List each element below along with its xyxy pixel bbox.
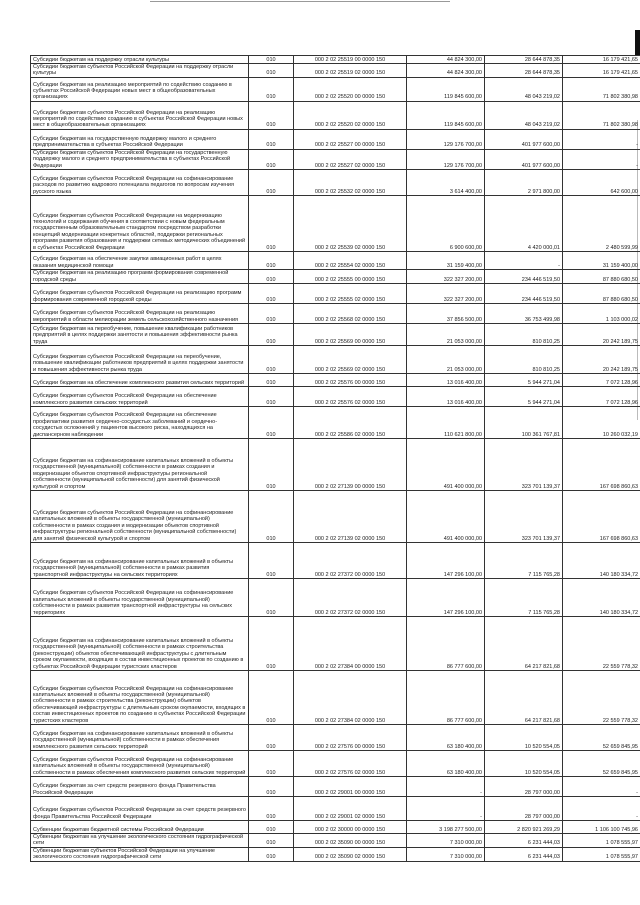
row-executed-cell: -	[485, 252, 563, 270]
row-executed-cell: 28 797 000,00	[485, 777, 563, 797]
row-name-cell: Субсидии бюджетам на переобучение, повышение квалификации работников предприятий в целях поддержки занятости и повышения эффективности рынка труда	[31, 324, 249, 346]
row-name-cell: Субсидии бюджетам на софинансирование капитальных вложений в объекты государственной (муниципальной) собственности в рамках строительства (реконструкции) объектов обеспечивающей инфраструктуры с длительным сроком окупаемости, входящих в состав инвестиционных проектов по созданию в субъектах Российской Федерации туристских кластеров	[31, 617, 249, 671]
row-unexecuted-cell: 71 802 380,98	[563, 77, 640, 101]
row-executed-cell: 4 420 000,01	[485, 196, 563, 252]
row-line-code-cell: 010	[249, 149, 294, 169]
row-unexecuted-cell: -	[563, 777, 640, 797]
row-approved-cell: 21 053 000,00	[407, 346, 485, 374]
row-executed-cell: 7 115 765,28	[485, 579, 563, 617]
budget-execution-table	[30, 55, 640, 862]
row-executed-cell: 7 115 765,28	[485, 543, 563, 579]
row-name-cell: Субсидии бюджетам субъектов Российской Федерации на переобучение, повышение квалификации работников предприятий в целях поддержки занятости и повышения эффективности рынка труда	[31, 346, 249, 374]
row-line-code-cell: 010	[249, 387, 294, 407]
row-line-code-cell: 010	[249, 56, 294, 64]
row-budget-code-cell: 000 2 02 27372 00 0000 150	[294, 543, 407, 579]
row-approved-cell: 31 159 400,00	[407, 252, 485, 270]
row-line-code-cell: 010	[249, 324, 294, 346]
row-approved-cell: 6 900 600,00	[407, 196, 485, 252]
row-name-cell: Субсидии бюджетам субъектов Российской Федерации на обеспечение комплексного развития сельских территорий	[31, 387, 249, 407]
row-line-code-cell: 010	[249, 64, 294, 78]
row-name-cell: Субсидии бюджетам на реализацию мероприятий по содействию созданию в субъектах Российской Федерации новых мест в общеобразовательных организациях	[31, 77, 249, 101]
row-executed-cell: 234 446 519,50	[485, 270, 563, 284]
row-executed-cell: 10 520 554,05	[485, 725, 563, 751]
row-budget-code-cell: 000 2 02 25568 02 0000 150	[294, 304, 407, 324]
row-budget-code-cell: 000 2 02 29001 00 0000 150	[294, 777, 407, 797]
table-row	[31, 270, 640, 284]
row-line-code-cell: 010	[249, 374, 294, 387]
table-row	[31, 847, 640, 861]
table-row	[31, 439, 640, 491]
row-unexecuted-cell: 7 072 128,96	[563, 374, 640, 387]
row-line-code-cell: 010	[249, 847, 294, 861]
row-name-cell: Субсидии бюджетам на софинансирование капитальных вложений в объекты государственной (муниципальной) собственности в рамках развития транспортной инфраструктуры на сельских территориях	[31, 543, 249, 579]
row-unexecuted-cell: 1 106 100 745,96	[563, 821, 640, 834]
row-budget-code-cell: 000 2 02 27384 02 0000 150	[294, 671, 407, 725]
row-budget-code-cell: 000 2 02 27384 00 0000 150	[294, 617, 407, 671]
row-executed-cell: 323 701 139,37	[485, 491, 563, 543]
row-name-cell: Субсидии бюджетам на поддержку отрасли культуры	[31, 56, 249, 64]
row-budget-code-cell: 000 2 02 30000 00 0000 150	[294, 821, 407, 834]
table-row	[31, 491, 640, 543]
table-body	[31, 56, 640, 862]
row-approved-cell: 44 824 300,00	[407, 56, 485, 64]
row-line-code-cell: 010	[249, 617, 294, 671]
row-executed-cell: 2 820 921 269,29	[485, 821, 563, 834]
row-unexecuted-cell: 22 559 778,32	[563, 617, 640, 671]
row-budget-code-cell: 000 2 02 25555 00 0000 150	[294, 270, 407, 284]
row-budget-code-cell: 000 2 02 25555 02 0000 150	[294, 284, 407, 304]
table-row	[31, 617, 640, 671]
row-executed-cell: 234 446 519,50	[485, 284, 563, 304]
table-row	[31, 170, 640, 196]
row-executed-cell: 64 217 821,68	[485, 671, 563, 725]
row-budget-code-cell: 000 2 02 25532 02 0000 150	[294, 170, 407, 196]
row-name-cell: Субсидии бюджетам субъектов Российской Федерации за счет средств резервного фонда Правительства Российской Федерации	[31, 797, 249, 821]
row-approved-cell: 13 016 400,00	[407, 374, 485, 387]
table-row	[31, 543, 640, 579]
row-name-cell: Субсидии бюджетам субъектов Российской Федерации на реализацию программ формирования современной городской среды	[31, 284, 249, 304]
row-approved-cell: 63 180 400,00	[407, 751, 485, 777]
row-name-cell: Субсидии бюджетам субъектов Российской Федерации на реализацию мероприятий в области мелиорации земель сельскохозяйственного назначения	[31, 304, 249, 324]
row-approved-cell: 37 856 500,00	[407, 304, 485, 324]
row-line-code-cell: 010	[249, 821, 294, 834]
row-line-code-cell: 010	[249, 304, 294, 324]
row-executed-cell: 64 217 821,68	[485, 617, 563, 671]
row-name-cell: Субсидии бюджетам на софинансирование капитальных вложений в объекты государственной (муниципальной) собственности в рамках создания и модернизации объектов спортивной инфраструктуры региональной собственности (муниципальной собственности) для занятий физической культурой и спортом	[31, 439, 249, 491]
table-row	[31, 149, 640, 169]
row-budget-code-cell: 000 2 02 35090 02 0000 150	[294, 847, 407, 861]
row-budget-code-cell: 000 2 02 25576 02 0000 150	[294, 387, 407, 407]
row-executed-cell: 810 810,25	[485, 346, 563, 374]
row-unexecuted-cell: 22 559 778,32	[563, 671, 640, 725]
row-budget-code-cell: 000 2 02 25520 02 0000 150	[294, 101, 407, 129]
table-row	[31, 304, 640, 324]
row-name-cell: Субсидии бюджетам субъектов Российской Федерации на реализацию мероприятий по содействию созданию в субъектах Российской Федерации новых мест в общеобразовательных организациях	[31, 101, 249, 129]
row-line-code-cell: 010	[249, 439, 294, 491]
row-unexecuted-cell: 1 103 000,02	[563, 304, 640, 324]
row-name-cell: Субсидии бюджетам субъектов Российской Федерации на софинансирование капитальных вложений в объекты государственной (муниципальной) собственности в рамках создания и модернизации объектов спортивной инфраструктуры региональной собственности (муниципальной собственности) для занятий физической культурой и спортом	[31, 491, 249, 543]
row-name-cell: Субсидии бюджетам субъектов Российской Федерации на софинансирование капитальных вложений в объекты государственной (муниципальной) собственности в рамках строительства (реконструкции) объектов обеспечивающей инфраструктуры с длительным сроком окупаемости, входящих в состав инвестиционных проектов по созданию в субъектах Российской Федерации туристских кластеров	[31, 671, 249, 725]
table-row	[31, 56, 640, 64]
table-row	[31, 196, 640, 252]
row-executed-cell: 48 043 219,02	[485, 77, 563, 101]
row-name-cell: Субсидии бюджетам субъектов Российской Федерации на софинансирование капитальных вложений в объекты государственной (муниципальной) собственности в рамках развития транспортной инфраструктуры на сельских территориях	[31, 579, 249, 617]
row-approved-cell: -	[407, 797, 485, 821]
table-row	[31, 834, 640, 848]
table-row	[31, 821, 640, 834]
row-line-code-cell: 010	[249, 777, 294, 797]
row-executed-cell: 36 753 499,98	[485, 304, 563, 324]
table-row	[31, 797, 640, 821]
row-line-code-cell: 010	[249, 834, 294, 848]
table-row	[31, 77, 640, 101]
row-executed-cell: 100 361 767,81	[485, 407, 563, 439]
row-unexecuted-cell: 7 072 128,96	[563, 387, 640, 407]
row-approved-cell: 491 400 000,00	[407, 491, 485, 543]
row-unexecuted-cell: 16 179 421,65	[563, 64, 640, 78]
row-budget-code-cell: 000 2 02 25586 02 0000 150	[294, 407, 407, 439]
row-line-code-cell: 010	[249, 101, 294, 129]
row-budget-code-cell: 000 2 02 25527 02 0000 150	[294, 149, 407, 169]
row-budget-code-cell: 000 2 02 25569 00 0000 150	[294, 324, 407, 346]
row-approved-cell: 147 296 100,00	[407, 543, 485, 579]
row-budget-code-cell: 000 2 02 25519 00 0000 150	[294, 56, 407, 64]
row-unexecuted-cell: 87 880 680,50	[563, 270, 640, 284]
row-name-cell: Субсидии бюджетам на обеспечение закупки авиационных работ в целях оказания медицинской помощи	[31, 252, 249, 270]
scan-edge-mark	[635, 30, 640, 56]
row-approved-cell: 322 327 200,00	[407, 284, 485, 304]
row-budget-code-cell: 000 2 02 25554 02 0000 150	[294, 252, 407, 270]
row-name-cell: Субсидии бюджетам субъектов Российской Федерации на модернизацию технологий и содержания обучения в соответствии с новым федеральным государственным образовательным стандартом посредством разработки концепций модернизации конкретных областей, поддержки региональных программ развития образования и поддержки сетевых методических объединений в субъектах Российской Федерации	[31, 196, 249, 252]
row-budget-code-cell: 000 2 02 25569 02 0000 150	[294, 346, 407, 374]
row-executed-cell: 28 644 878,35	[485, 64, 563, 78]
row-line-code-cell: 010	[249, 196, 294, 252]
row-name-cell: Субсидии бюджетам субъектов Российской Федерации на софинансирование расходов по развитию кадрового потенциала педагогов по вопросам изучения русского языка	[31, 170, 249, 196]
row-unexecuted-cell: 31 159 400,00	[563, 252, 640, 270]
table-row	[31, 725, 640, 751]
row-unexecuted-cell: 20 242 189,75	[563, 324, 640, 346]
row-name-cell: Субсидии бюджетам субъектов Российской Федерации на государственную поддержку малого и среднего предпринимательства в субъектах Российской Федерации	[31, 149, 249, 169]
row-approved-cell: 44 824 300,00	[407, 64, 485, 78]
row-approved-cell: 86 777 600,00	[407, 671, 485, 725]
row-name-cell: Субсидии бюджетам субъектов Российской Федерации на обеспечение профилактики развития сердечно-сосудистых заболеваний и сердечно-сосудистых осложнений у пациентов высокого риска, находящихся на диспансерном наблюдении	[31, 407, 249, 439]
row-unexecuted-cell: 20 242 189,75	[563, 346, 640, 374]
row-budget-code-cell: 000 2 02 27139 00 0000 150	[294, 439, 407, 491]
row-approved-cell: 21 053 000,00	[407, 324, 485, 346]
row-line-code-cell: 010	[249, 579, 294, 617]
row-executed-cell: 28 797 000,00	[485, 797, 563, 821]
row-executed-cell: 28 644 878,35	[485, 56, 563, 64]
row-approved-cell: 3 614 400,00	[407, 170, 485, 196]
row-unexecuted-cell: 167 698 860,63	[563, 491, 640, 543]
row-executed-cell: 810 810,25	[485, 324, 563, 346]
row-approved-cell: 86 777 600,00	[407, 617, 485, 671]
row-unexecuted-cell: -	[563, 129, 640, 149]
row-line-code-cell: 010	[249, 252, 294, 270]
row-unexecuted-cell: 1 078 555,97	[563, 834, 640, 848]
row-budget-code-cell: 000 2 02 25520 00 0000 150	[294, 77, 407, 101]
row-name-cell: Субсидии бюджетам субъектов Российской Федерации на софинансирование капитальных вложений в объекты государственной (муниципальной) собственности в рамках обеспечения комплексного развития сельских территорий	[31, 751, 249, 777]
row-line-code-cell: 010	[249, 407, 294, 439]
row-budget-code-cell: 000 2 02 25539 02 0000 150	[294, 196, 407, 252]
row-approved-cell: 119 845 600,00	[407, 101, 485, 129]
row-unexecuted-cell: 140 180 334,72	[563, 543, 640, 579]
table-row	[31, 324, 640, 346]
row-unexecuted-cell: 167 698 860,63	[563, 439, 640, 491]
row-executed-cell: 401 977 600,00	[485, 149, 563, 169]
row-line-code-cell: 010	[249, 751, 294, 777]
row-line-code-cell: 010	[249, 129, 294, 149]
row-executed-cell: 10 520 554,05	[485, 751, 563, 777]
row-approved-cell: 3 198 277 500,00	[407, 821, 485, 834]
row-unexecuted-cell: 642 600,00	[563, 170, 640, 196]
row-budget-code-cell: 000 2 02 25576 00 0000 150	[294, 374, 407, 387]
row-budget-code-cell: 000 2 02 35090 00 0000 150	[294, 834, 407, 848]
table-row	[31, 387, 640, 407]
row-unexecuted-cell: -	[563, 149, 640, 169]
row-budget-code-cell: 000 2 02 27372 02 0000 150	[294, 579, 407, 617]
row-line-code-cell: 010	[249, 270, 294, 284]
table-row	[31, 751, 640, 777]
row-approved-cell: -	[407, 777, 485, 797]
row-unexecuted-cell: 140 180 334,72	[563, 579, 640, 617]
row-name-cell: Субсидии бюджетам на реализацию программ формирования современной городской среды	[31, 270, 249, 284]
table-row	[31, 374, 640, 387]
row-approved-cell: 13 016 400,00	[407, 387, 485, 407]
row-approved-cell: 129 176 700,00	[407, 149, 485, 169]
table-row	[31, 284, 640, 304]
row-line-code-cell: 010	[249, 797, 294, 821]
table-row	[31, 64, 640, 78]
row-name-cell: Субвенции бюджетам на улучшение экологического состояния гидрографической сети	[31, 834, 249, 848]
row-approved-cell: 110 621 800,00	[407, 407, 485, 439]
row-executed-cell: 6 231 444,03	[485, 834, 563, 848]
row-executed-cell: 5 944 271,04	[485, 387, 563, 407]
row-approved-cell: 322 327 200,00	[407, 270, 485, 284]
row-unexecuted-cell: 2 480 599,99	[563, 196, 640, 252]
row-name-cell: Субвенции бюджетам бюджетной системы Российской Федерации	[31, 821, 249, 834]
row-unexecuted-cell: 16 179 421,65	[563, 56, 640, 64]
row-name-cell: Субсидии бюджетам субъектов Российской Федерации на поддержку отрасли культуры	[31, 64, 249, 78]
row-line-code-cell: 010	[249, 543, 294, 579]
row-line-code-cell: 010	[249, 77, 294, 101]
row-approved-cell: 63 180 400,00	[407, 725, 485, 751]
row-approved-cell: 119 845 600,00	[407, 77, 485, 101]
table-row	[31, 129, 640, 149]
row-unexecuted-cell: 1 078 555,97	[563, 847, 640, 861]
row-budget-code-cell: 000 2 02 27139 02 0000 150	[294, 491, 407, 543]
table-row	[31, 252, 640, 270]
row-budget-code-cell: 000 2 02 29001 02 0000 150	[294, 797, 407, 821]
row-budget-code-cell: 000 2 02 25519 02 0000 150	[294, 64, 407, 78]
row-budget-code-cell: 000 2 02 27576 00 0000 150	[294, 725, 407, 751]
row-budget-code-cell: 000 2 02 27576 02 0000 150	[294, 751, 407, 777]
row-line-code-cell: 010	[249, 671, 294, 725]
row-unexecuted-cell: -	[563, 797, 640, 821]
row-approved-cell: 129 176 700,00	[407, 129, 485, 149]
row-line-code-cell: 010	[249, 725, 294, 751]
row-budget-code-cell: 000 2 02 25527 00 0000 150	[294, 129, 407, 149]
row-name-cell: Субвенции бюджетам субъектов Российской Федерации на улучшение экологического состояния гидрографической сети	[31, 847, 249, 861]
row-approved-cell: 491 400 000,00	[407, 439, 485, 491]
row-name-cell: Субсидии бюджетам на государственную поддержку малого и среднего предпринимательства в субъектах Российской Федерации	[31, 129, 249, 149]
table-row	[31, 671, 640, 725]
row-executed-cell: 48 043 219,02	[485, 101, 563, 129]
table-row	[31, 101, 640, 129]
row-name-cell: Субсидии бюджетам за счет средств резервного фонда Правительства Российской Федерации	[31, 777, 249, 797]
row-unexecuted-cell: 52 659 845,95	[563, 751, 640, 777]
row-unexecuted-cell: 87 880 680,50	[563, 284, 640, 304]
scan-top-line	[150, 1, 450, 2]
table-row	[31, 407, 640, 439]
table-row	[31, 777, 640, 797]
row-executed-cell: 2 971 800,00	[485, 170, 563, 196]
row-unexecuted-cell: 71 802 380,98	[563, 101, 640, 129]
row-line-code-cell: 010	[249, 284, 294, 304]
row-executed-cell: 401 977 600,00	[485, 129, 563, 149]
row-name-cell: Субсидии бюджетам на обеспечение комплексного развития сельских территорий	[31, 374, 249, 387]
row-unexecuted-cell: 10 260 032,19	[563, 407, 640, 439]
row-approved-cell: 147 296 100,00	[407, 579, 485, 617]
row-approved-cell: 7 310 000,00	[407, 834, 485, 848]
row-unexecuted-cell: 52 659 845,95	[563, 725, 640, 751]
table-row	[31, 579, 640, 617]
row-line-code-cell: 010	[249, 346, 294, 374]
row-approved-cell: 7 310 000,00	[407, 847, 485, 861]
row-name-cell: Субсидии бюджетам на софинансирование капитальных вложений в объекты государственной (муниципальной) собственности в рамках обеспечения комплексного развития сельских территорий	[31, 725, 249, 751]
row-line-code-cell: 010	[249, 491, 294, 543]
table-row	[31, 346, 640, 374]
row-line-code-cell: 010	[249, 170, 294, 196]
row-executed-cell: 5 944 271,04	[485, 374, 563, 387]
row-executed-cell: 6 231 444,03	[485, 847, 563, 861]
row-executed-cell: 323 701 139,37	[485, 439, 563, 491]
